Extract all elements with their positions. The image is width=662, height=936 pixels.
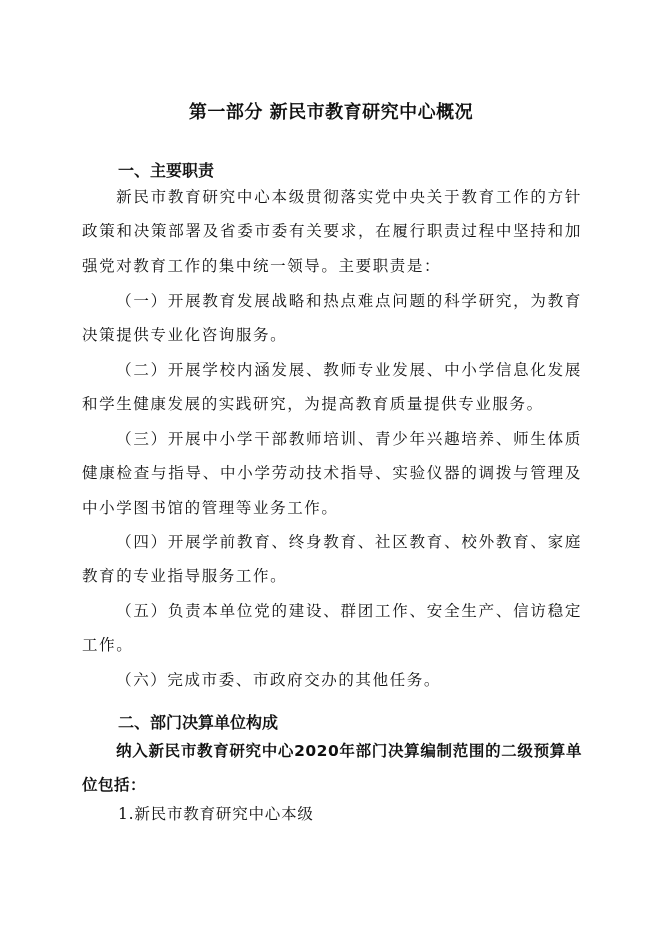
unit-composition-paragraph: 纳入新民市教育研究中心2020年部门决算编制范围的二级预算单位包括： xyxy=(82,742,582,795)
section-heading-unit-composition: 二、部门决算单位构成 xyxy=(118,713,279,732)
section-intro-paragraph: 新民市教育研究中心本级贯彻落实党中央关于教育工作的方针政策和决策部署及省委市委有关要求，在履行职责过程中坚持和加强党对教育工作的集中统一领导。主要职责是： xyxy=(82,188,582,275)
duty-item-5: （五）负责本单位党的建设、群团工作、安全生产、信访稳定工作。 xyxy=(82,602,582,655)
duty-item-4: （四）开展学前教育、终身教育、社区教育、校外教育、家庭教育的专业指导服务工作。 xyxy=(82,533,582,586)
section-heading-main-duties: 一、主要职责 xyxy=(118,161,215,180)
unit-list-item: 1.新民市教育研究中心本级 xyxy=(118,805,314,823)
duty-item-3: （三）开展中小学干部教师培训、青少年兴趣培养、师生体质健康检查与指导、中小学劳动技术指导、实验仪器的调拨与管理及中小学图书馆的管理等业务工作。 xyxy=(82,430,582,517)
duty-item-6: （六）完成市委、市政府交办的其他任务。 xyxy=(116,671,441,689)
page-title: 第一部分 新民市教育研究中心概况 xyxy=(188,102,474,123)
duty-item-2: （二）开展学校内涵发展、教师专业发展、中小学信息化发展和学生健康发展的实践研究，为提高教育质量提供专业服务。 xyxy=(82,361,582,414)
duty-item-1: （一）开展教育发展战略和热点难点问题的科学研究，为教育决策提供专业化咨询服务。 xyxy=(82,292,582,345)
